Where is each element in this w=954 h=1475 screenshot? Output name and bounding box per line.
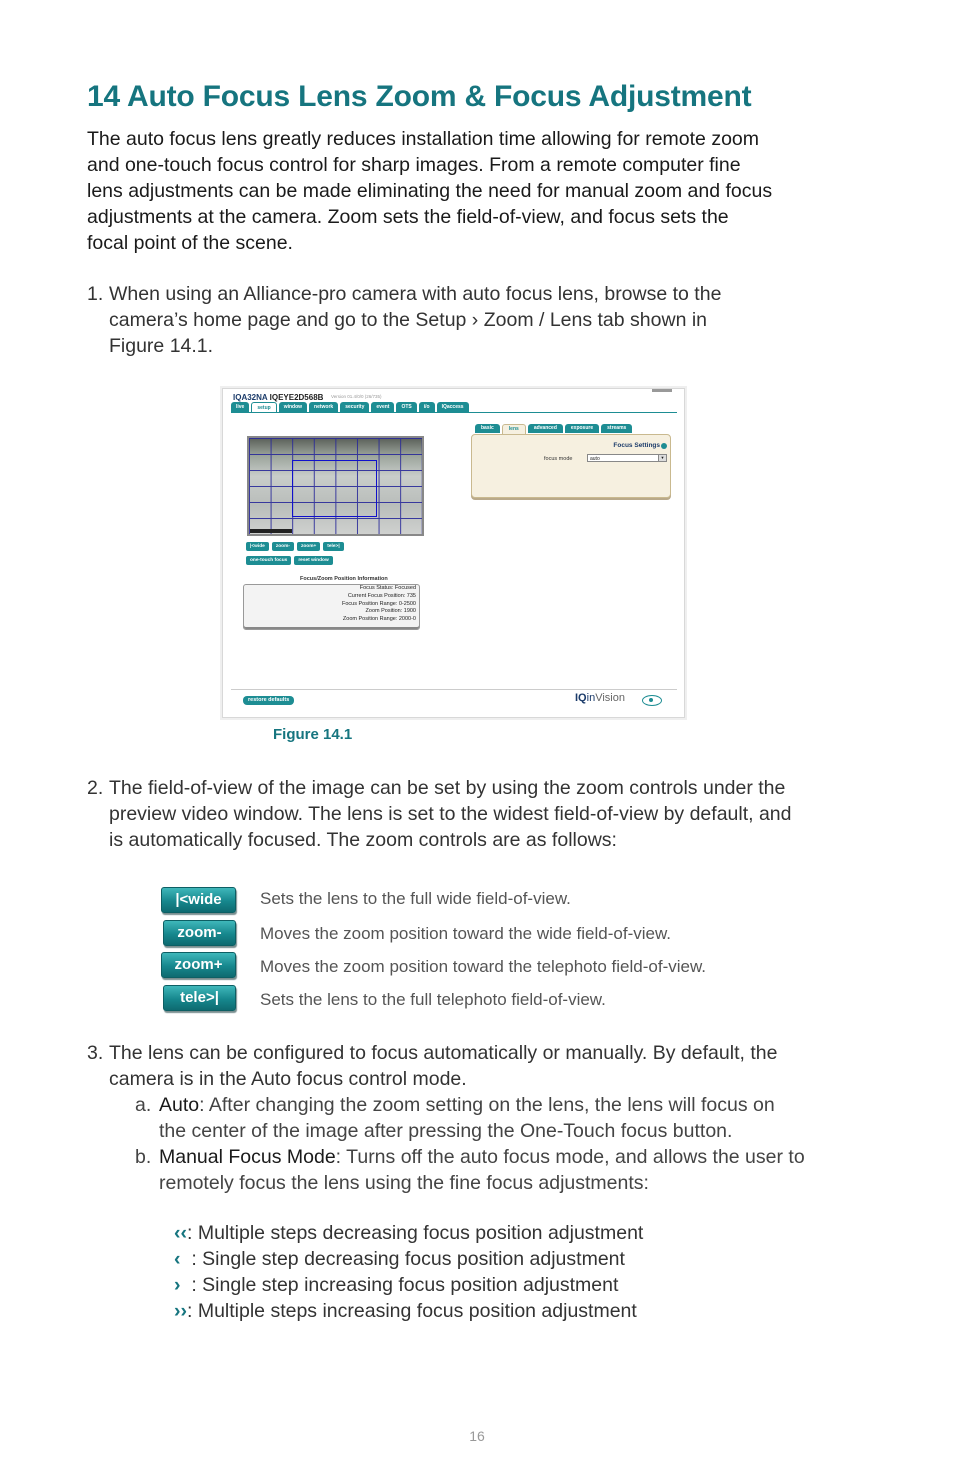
focus-adjust-row: ‹ : Single step decreasing focus position adjustment — [174, 1248, 625, 1270]
zoom-out-description: Moves the zoom position toward the wide field-of-view. — [260, 924, 672, 943]
info-line: Zoom Position Range: 2000-0 — [342, 616, 416, 623]
focus-button-row — [246, 556, 333, 565]
tab-network[interactable]: network — [309, 402, 338, 412]
wide-button[interactable]: |<wide — [246, 542, 269, 551]
tab-security[interactable]: security — [340, 402, 369, 412]
info-title: Focus/Zoom Position Information — [300, 576, 388, 582]
tab-io[interactable]: i/o — [419, 402, 435, 412]
focus-window-selection[interactable] — [292, 460, 377, 517]
double-right-chevron-icon: ›› — [174, 1300, 187, 1322]
intro-line: adjustments at the camera. Zoom sets the field-of-view, and focus sets the — [87, 206, 729, 228]
tele-description: Sets the lens to the full telephoto field-of-view. — [260, 990, 606, 1009]
preview-video-window[interactable] — [247, 436, 424, 536]
focus-adjust-row: ››: Multiple steps increasing focus position adjustment — [174, 1300, 637, 1322]
tab-lens[interactable]: lens — [502, 424, 526, 435]
step-3 — [87, 1040, 877, 1092]
page-number: 16 — [469, 1428, 485, 1444]
iqinvision-logo: IQinVision — [575, 692, 625, 704]
tab-ots[interactable]: OTS — [396, 402, 416, 412]
substep-auto — [135, 1092, 775, 1144]
auto-desc: : After changing the zoom setting on the lens, the lens will focus on — [199, 1094, 775, 1116]
step-line: preview video window. The lens is set to the widest field-of-view by default, and — [109, 803, 792, 825]
step-line: is automatically focused. The zoom controls are as follows: — [109, 829, 617, 851]
tab-iqaccess[interactable]: IQaccess — [437, 402, 469, 412]
restore-defaults-button[interactable]: restore defaults — [243, 696, 294, 705]
step-line: The lens can be configured to focus automatically or manually. By default, the — [109, 1042, 778, 1064]
firmware-version: Version 01.4/0/0 (26/735) — [331, 394, 382, 399]
position-info-box — [243, 584, 420, 630]
tab-streams[interactable]: streams — [601, 424, 632, 433]
focus-adjust-row: ‹‹: Multiple steps decreasing focus position adjustment — [174, 1222, 644, 1244]
focus-settings-panel — [471, 434, 671, 498]
zoom-out-button[interactable]: zoom- — [272, 542, 294, 551]
tab-advanced[interactable]: advanced — [528, 424, 563, 433]
substep-letter: a. — [135, 1094, 152, 1116]
step-number: 1. — [87, 283, 104, 305]
tab-event[interactable]: event — [371, 402, 394, 412]
auto-desc-line2: the center of the image after pressing the One-Touch focus button. — [159, 1120, 733, 1142]
video-timestamp — [250, 529, 292, 533]
page-title: 14 Auto Focus Lens Zoom & Focus Adjustment — [87, 80, 752, 113]
step-line: camera is in the Auto focus control mode. — [109, 1068, 467, 1090]
substep-letter: b. — [135, 1146, 152, 1168]
intro-paragraph — [87, 126, 877, 256]
nav-tabs — [231, 402, 469, 412]
step-number: 3. — [87, 1042, 104, 1064]
left-chevron-icon: ‹ — [174, 1248, 181, 1270]
camera-model: IQA32NA IQEYE2D568B — [233, 393, 324, 402]
intro-line: lens adjustments can be made eliminating the need for manual zoom and focus — [87, 180, 773, 202]
manual-desc-line2: remotely focus the lens using the fine focus adjustments: — [159, 1172, 649, 1194]
info-line: Zoom Position: 1900 — [365, 608, 416, 615]
focus-settings-title: Focus Settings — [613, 442, 660, 449]
focus-adjust-row: › : Single step increasing focus position adjustment — [174, 1274, 619, 1296]
step-line: When using an Alliance-pro camera with auto focus lens, browse to the — [109, 283, 722, 305]
tab-setup[interactable]: setup — [251, 402, 276, 413]
step-line: Figure 14.1. — [109, 335, 214, 357]
info-line: Focus Position Range: 0-2500 — [342, 600, 416, 607]
double-left-chevron-icon: ‹‹ — [174, 1222, 187, 1244]
info-line: Focus Status: Focused — [359, 585, 416, 591]
footer-divider — [231, 689, 677, 690]
focus-mode-label: focus mode — [544, 456, 573, 462]
zoom-button-row — [246, 542, 344, 551]
zoom-in-button[interactable]: zoom+ — [297, 542, 320, 551]
focus-mode-value: auto — [590, 456, 600, 462]
info-line: Current Focus Position: 735 — [347, 592, 416, 599]
zoom-in-button-sample: zoom+ — [161, 952, 236, 978]
focus-mode-select[interactable] — [587, 454, 667, 462]
tele-button-sample: tele>| — [163, 985, 236, 1011]
wide-description: Sets the lens to the full wide field-of-view. — [260, 889, 571, 908]
manual-term: Manual Focus Mode — [159, 1146, 336, 1168]
step-number: 2. — [87, 777, 104, 799]
substep-manual — [135, 1144, 805, 1196]
reset-window-button[interactable]: reset window — [294, 556, 332, 565]
eye-logo-icon — [642, 695, 662, 706]
one-touch-focus-button[interactable]: one-touch focus — [246, 556, 291, 565]
wide-button-sample: |<wide — [161, 887, 236, 913]
chevron-down-icon: ▼ — [658, 455, 666, 461]
figure-screenshot — [222, 388, 685, 718]
intro-line: focal point of the scene. — [87, 232, 293, 254]
tab-live[interactable]: live — [231, 402, 249, 412]
window-bar — [652, 389, 672, 392]
step-1 — [87, 281, 877, 359]
manual-desc: : Turns off the auto focus mode, and allows the user to — [335, 1146, 805, 1168]
tab-window[interactable]: window — [279, 402, 307, 412]
zoom-in-description: Moves the zoom position toward the telephoto field-of-view. — [260, 957, 707, 976]
step-line: The field-of-view of the image can be set by using the zoom controls under the — [109, 777, 786, 799]
figure-caption: Figure 14.1 — [273, 726, 353, 743]
right-chevron-icon: › — [174, 1274, 181, 1296]
help-icon[interactable] — [661, 443, 667, 449]
tab-basic[interactable]: basic — [475, 424, 500, 433]
zoom-out-button-sample: zoom- — [163, 920, 236, 946]
step-line: camera’s home page and go to the Setup › Zoom / Lens tab shown in — [109, 309, 708, 331]
nav-divider — [231, 412, 677, 413]
tele-button[interactable]: tele>| — [323, 542, 343, 551]
step-2 — [87, 775, 877, 853]
intro-line: The auto focus lens greatly reduces installation time allowing for remote zoom — [87, 128, 759, 150]
intro-line: and one-touch focus control for sharp images. From a remote computer fine — [87, 154, 741, 176]
auto-term: Auto — [159, 1094, 200, 1116]
tab-exposure[interactable]: exposure — [565, 424, 599, 433]
